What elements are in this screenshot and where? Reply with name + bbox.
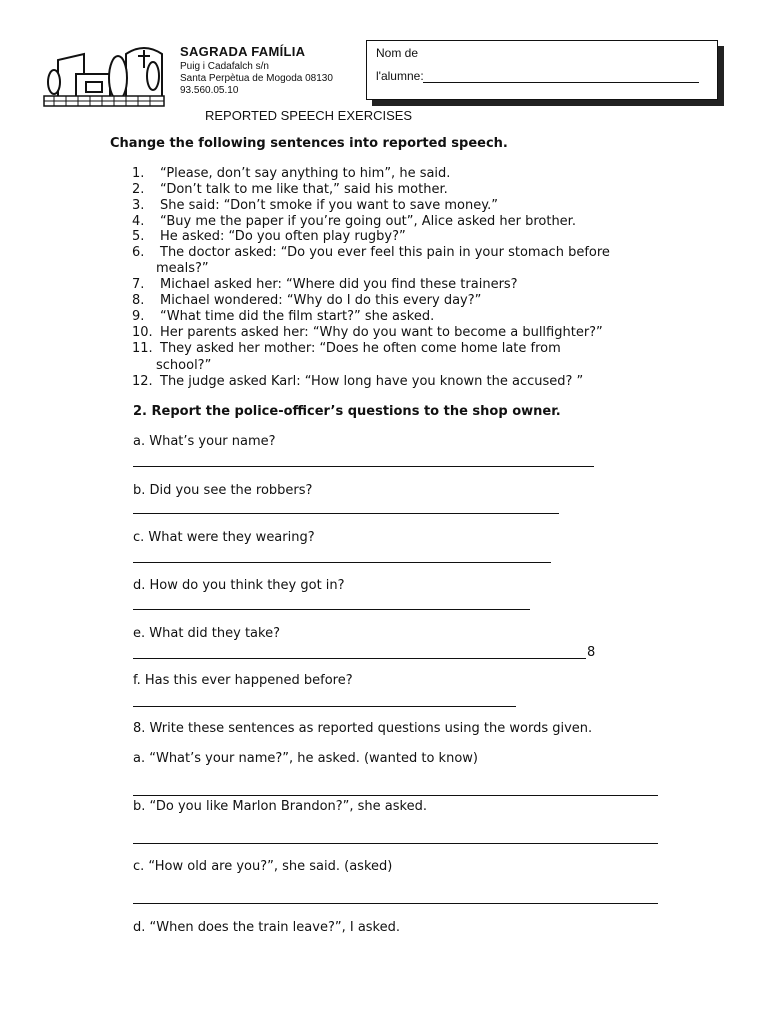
question-text: a. “What’s your name?”, he asked. (wanted to know): [133, 751, 478, 766]
item-number: 9.: [132, 309, 145, 324]
school-address-line1: Puig i Cadafalch s/n: [180, 61, 269, 72]
item-number: 6.: [132, 245, 145, 260]
item-text: Michael asked her: “Where did you find these trainers?: [160, 277, 518, 292]
section2-heading: 2. Report the police-officer’s questions to the shop owner.: [133, 404, 561, 419]
name-label-line1: Nom de: [376, 46, 419, 60]
item-text: The judge asked Karl: “How long have you known the accused? ”: [160, 374, 584, 389]
item-number: 10.: [132, 325, 153, 340]
question-text: a. What’s your name?: [133, 434, 276, 449]
worksheet-title: REPORTED SPEECH EXERCISES: [205, 108, 413, 123]
question-text: c. “How old are you?”, she said. (asked): [133, 859, 393, 874]
answer-line[interactable]: [133, 513, 559, 514]
school-logo: [40, 40, 170, 110]
answer-line[interactable]: [133, 795, 658, 796]
item-number: 12.: [132, 374, 153, 389]
answer-line[interactable]: [133, 658, 586, 659]
question-text: b. “Do you like Marlon Brandon?”, she asked.: [133, 799, 427, 814]
section3-heading: 8. Write these sentences as reported questions using the words given.: [133, 721, 593, 736]
school-name: SAGRADA FAMÍLIA: [180, 44, 306, 59]
item-number: 7.: [132, 277, 145, 292]
answer-line[interactable]: [133, 706, 516, 707]
item-text: He asked: “Do you often play rugby?”: [160, 229, 406, 244]
question-text: d. “When does the train leave?”, I asked.: [133, 920, 401, 935]
item-number: 3.: [132, 198, 145, 213]
item-text: The doctor asked: “Do you ever feel this pain in your stomach before: [160, 245, 610, 260]
question-text: d. How do you think they got in?: [133, 578, 345, 593]
name-label-line2: l'alumne:: [376, 69, 424, 83]
answer-line-suffix: 8: [587, 645, 596, 660]
student-name-box: [366, 40, 718, 100]
item-text: Her parents asked her: “Why do you want to become a bullfighter?”: [160, 325, 603, 340]
item-number: 1.: [132, 166, 145, 181]
item-text: “Buy me the paper if you’re going out”, Alice asked her brother.: [160, 214, 576, 229]
school-address-line2: Santa Perpètua de Mogoda 08130: [180, 73, 333, 84]
question-text: f. Has this ever happened before?: [133, 673, 353, 688]
question-text: b. Did you see the robbers?: [133, 483, 313, 498]
item-text: Michael wondered: “Why do I do this every day?”: [160, 293, 482, 308]
item-text: meals?”: [156, 261, 209, 276]
school-phone: 93.560.05.10: [180, 85, 239, 96]
answer-line[interactable]: [133, 562, 551, 563]
question-text: c. What were they wearing?: [133, 530, 315, 545]
item-text: “What time did the film start?” she asked.: [160, 309, 435, 324]
item-number: 2.: [132, 182, 145, 197]
item-number: 11.: [132, 341, 153, 356]
item-text: school?”: [156, 358, 212, 373]
item-text: “Please, don’t say anything to him”, he said.: [160, 166, 451, 181]
item-number: 4.: [132, 214, 145, 229]
item-text: “Don’t talk to me like that,” said his mother.: [160, 182, 448, 197]
answer-line[interactable]: [133, 903, 658, 904]
item-number: 5.: [132, 229, 145, 244]
item-text: She said: “Don’t smoke if you want to save money.”: [160, 198, 498, 213]
answer-line[interactable]: [133, 609, 530, 610]
answer-line[interactable]: [133, 466, 594, 467]
item-text: They asked her mother: “Does he often come home late from: [160, 341, 561, 356]
answer-line[interactable]: [133, 843, 658, 844]
question-text: e. What did they take?: [133, 626, 280, 641]
name-answer-line[interactable]: [423, 82, 699, 83]
item-number: 8.: [132, 293, 145, 308]
section1-heading: Change the following sentences into reported speech.: [110, 136, 508, 151]
